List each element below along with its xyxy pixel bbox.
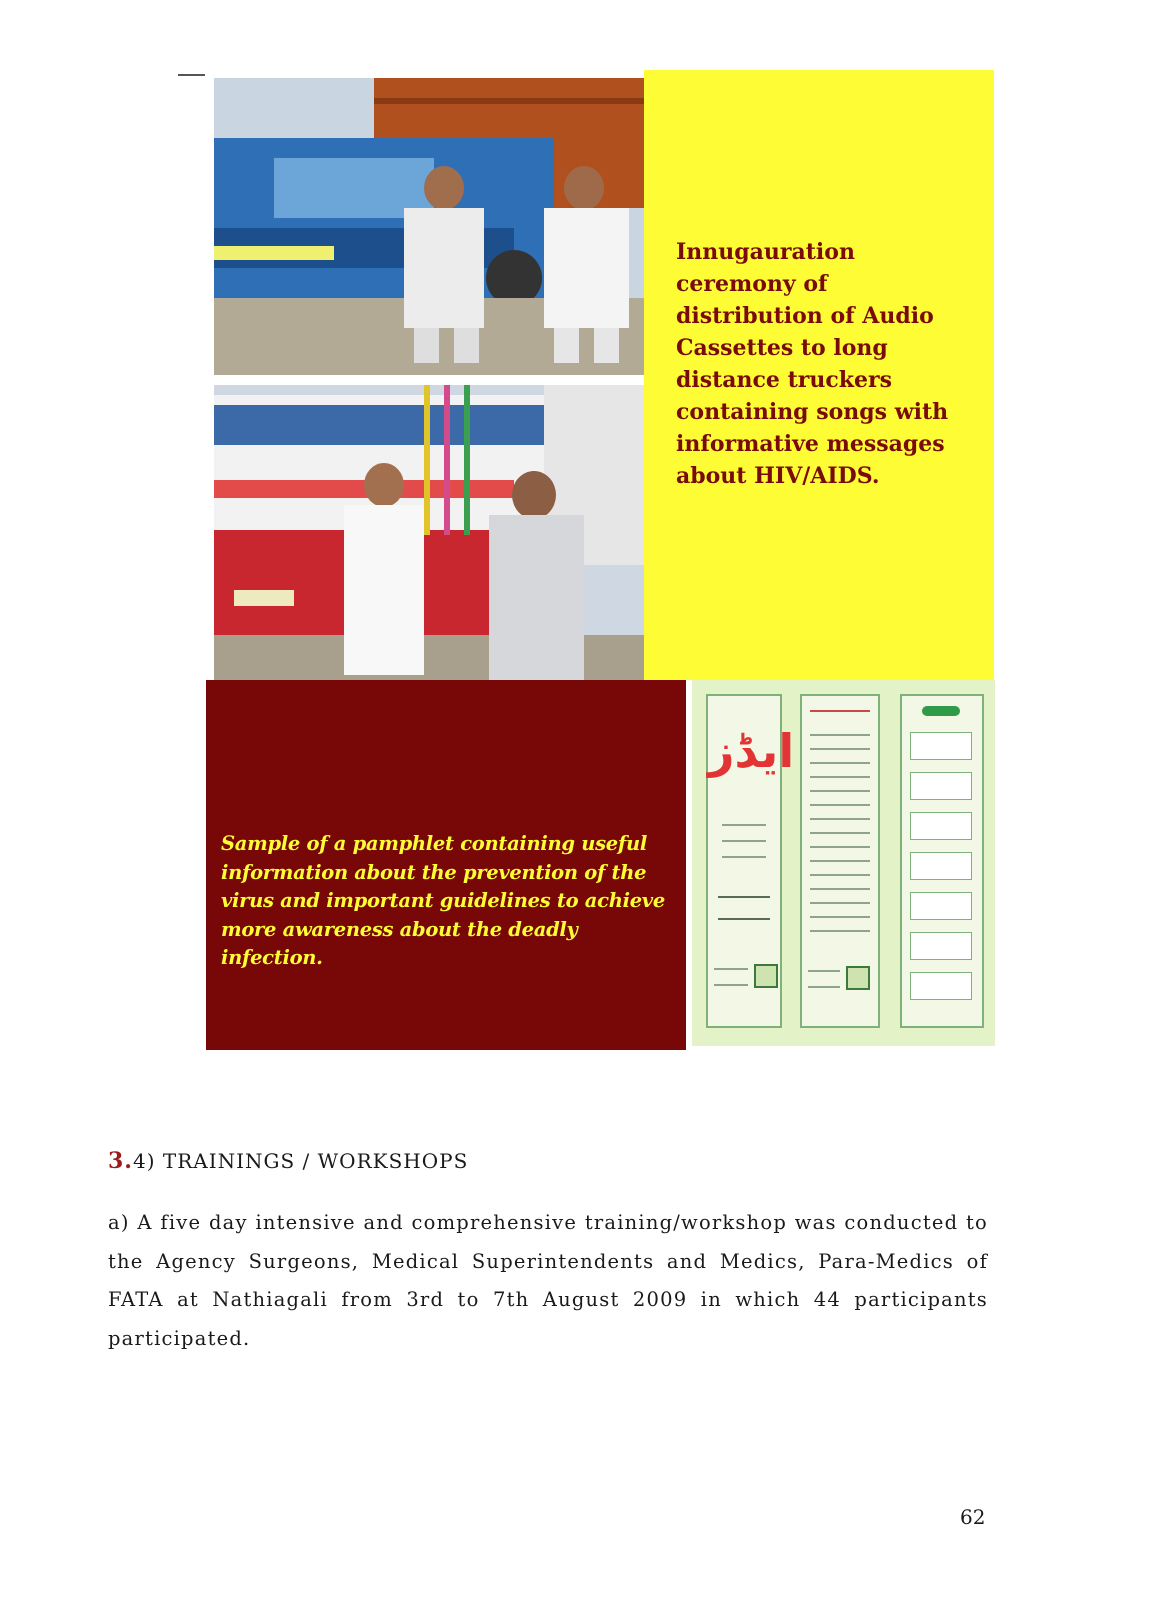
section-number: 3. — [108, 1148, 133, 1174]
text-line — [810, 762, 870, 764]
text-line — [810, 888, 870, 890]
text-line — [810, 874, 870, 876]
guideline-item — [910, 732, 972, 760]
guideline-item — [910, 772, 972, 800]
page-number: 62 — [960, 1505, 986, 1529]
guideline-item — [910, 892, 972, 920]
emblem-icon — [754, 964, 778, 988]
text-line — [722, 856, 766, 858]
text-line — [718, 896, 770, 898]
pamphlet-image — [692, 680, 995, 1046]
margin-mark — [178, 74, 205, 76]
text-line — [810, 790, 870, 792]
photo-truck-handover-bottom — [214, 385, 644, 680]
photo-truck-handover-top — [214, 78, 644, 375]
text-line — [810, 734, 870, 736]
text-line — [810, 846, 870, 848]
text-line — [810, 818, 870, 820]
section-heading — [108, 1148, 468, 1174]
pamphlet-panel-guidelines — [900, 694, 984, 1028]
pamphlet-title: ایڈز — [708, 724, 795, 778]
pamphlet-panel-cover — [706, 694, 795, 1028]
maroon-caption-panel — [206, 680, 686, 1050]
emblem-icon — [846, 966, 870, 990]
label-tag — [922, 706, 960, 716]
text-line — [722, 840, 766, 842]
guideline-item — [910, 972, 972, 1000]
text-line — [810, 930, 870, 932]
text-line — [810, 860, 870, 862]
body-paragraph: a) A five day intensive and comprehensive training/workshop was conducted to the Agency Surgeons, Medical Superintendents and Medics, Para-Medics of FATA at Nathiagali from 3rd to 7th August 2009 in which 44 participants participated. — [108, 1211, 988, 1350]
text-line — [714, 968, 748, 970]
text-line — [808, 986, 840, 988]
text-line — [810, 832, 870, 834]
text-line — [810, 748, 870, 750]
text-line — [810, 916, 870, 918]
text-line — [810, 804, 870, 806]
guideline-item — [910, 852, 972, 880]
section-title: 4) TRAININGS / WORKSHOPS — [132, 1149, 469, 1173]
text-line — [810, 710, 870, 712]
photo-caption: Innugauration ceremony of distribution of Audio Cassettes to long distance truckers containing songs with informative messages about HIV/AIDS. — [676, 239, 949, 489]
text-line — [722, 824, 766, 826]
pamphlet-caption: Sample of a pamphlet containing useful information about the prevention of the virus and important guidelines to achieve more awareness about the deadly infection. — [221, 832, 665, 969]
text-line — [714, 984, 748, 986]
text-line — [808, 970, 840, 972]
text-line — [810, 902, 870, 904]
pamphlet-panel-contacts — [800, 694, 880, 1028]
yellow-caption-panel — [644, 70, 994, 680]
guideline-item — [910, 932, 972, 960]
text-line — [718, 918, 770, 920]
text-line — [810, 776, 870, 778]
guideline-item — [910, 812, 972, 840]
